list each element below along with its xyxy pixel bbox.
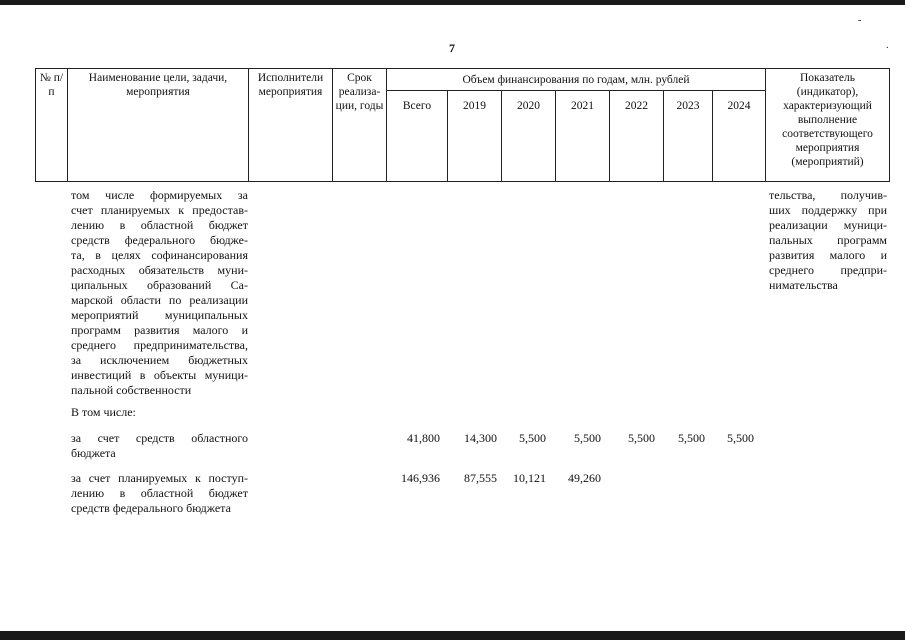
header-number: № п/п [36,69,68,182]
text-line: за счет средств областного [71,431,248,445]
header-year: 2022 [610,91,664,182]
text-line: ших поддержку при [769,203,887,217]
value-2021: 5,500 [574,431,601,445]
text-line: среднего предпри- [769,263,887,277]
indicator-description [769,188,887,293]
text-line: ципальных образований Са- [71,278,248,292]
text-line: средств федерального бюджета [71,501,231,515]
text-line: программ развития малого и [71,323,248,337]
value-total: 41,800 [407,431,440,445]
scan-bottom-edge [0,631,905,640]
value-2021: 49,260 [568,471,601,485]
header-name: Наименование цели, задачи, мероприятия [68,69,249,182]
header-term: Срок реализа-ции, годы [333,69,387,182]
header-executors: Исполнители мероприятия [249,69,333,182]
header-total: Всего [387,91,448,182]
scan-mark: . [886,40,889,51]
text-line: лению в областной бюджет [71,218,248,232]
value-2020: 10,121 [513,471,546,485]
text-line: инвестиций в объекты муници- [71,368,248,382]
text-line: пальных программ [769,233,887,247]
text-line: мероприятий муниципальных [71,308,248,322]
value-2019: 14,300 [464,431,497,445]
value-2022: 5,500 [628,431,655,445]
text-line: тельства, получив- [769,188,887,202]
value-2024: 5,500 [727,431,754,445]
measure-description [71,188,248,398]
header-funding: Объем финансирования по годам, млн. рублей [387,69,766,91]
row-label-federal [71,471,248,516]
text-line: та, в целях софинансирования [71,248,248,262]
text-line: лению в областной бюджет [71,486,248,500]
header-indicator: Показатель (индикатор), характеризующий выполнение соответствующего мероприятия (мероприятий) [766,69,890,182]
text-line: за счет планируемых к поступ- [71,471,248,485]
text-line: пальной собственности [71,383,192,397]
text-line: средств федерального бюдже- [71,233,248,247]
value-total: 146,936 [401,471,440,485]
row-label-regional [71,431,248,461]
table-header [35,68,890,182]
text-line: счет планируемых к предостав- [71,203,248,217]
header-year: 2019 [448,91,502,182]
in-total-label: В том числе: [71,405,136,419]
value-2020: 5,500 [519,431,546,445]
text-line: среднего предпринимательства, [71,338,248,352]
value-2023: 5,500 [678,431,705,445]
text-line: развития малого и [769,248,887,262]
scan-mark: - [858,15,862,26]
scan-top-edge [0,0,905,5]
header-year: 2020 [502,91,556,182]
page-number: 7 [449,41,455,55]
text-line: марской области по реализации [71,293,248,307]
text-line: за исключением бюджетных [71,353,248,367]
value-2019: 87,555 [464,471,497,485]
header-year: 2023 [664,91,713,182]
header-year: 2021 [556,91,610,182]
header-year: 2024 [713,91,766,182]
text-line: том числе формируемых за [71,188,248,202]
text-line: бюджета [71,446,116,460]
text-line: реализации муници- [769,218,887,232]
text-line: расходных обязательств муни- [71,263,248,277]
text-line: нимательства [769,278,838,292]
